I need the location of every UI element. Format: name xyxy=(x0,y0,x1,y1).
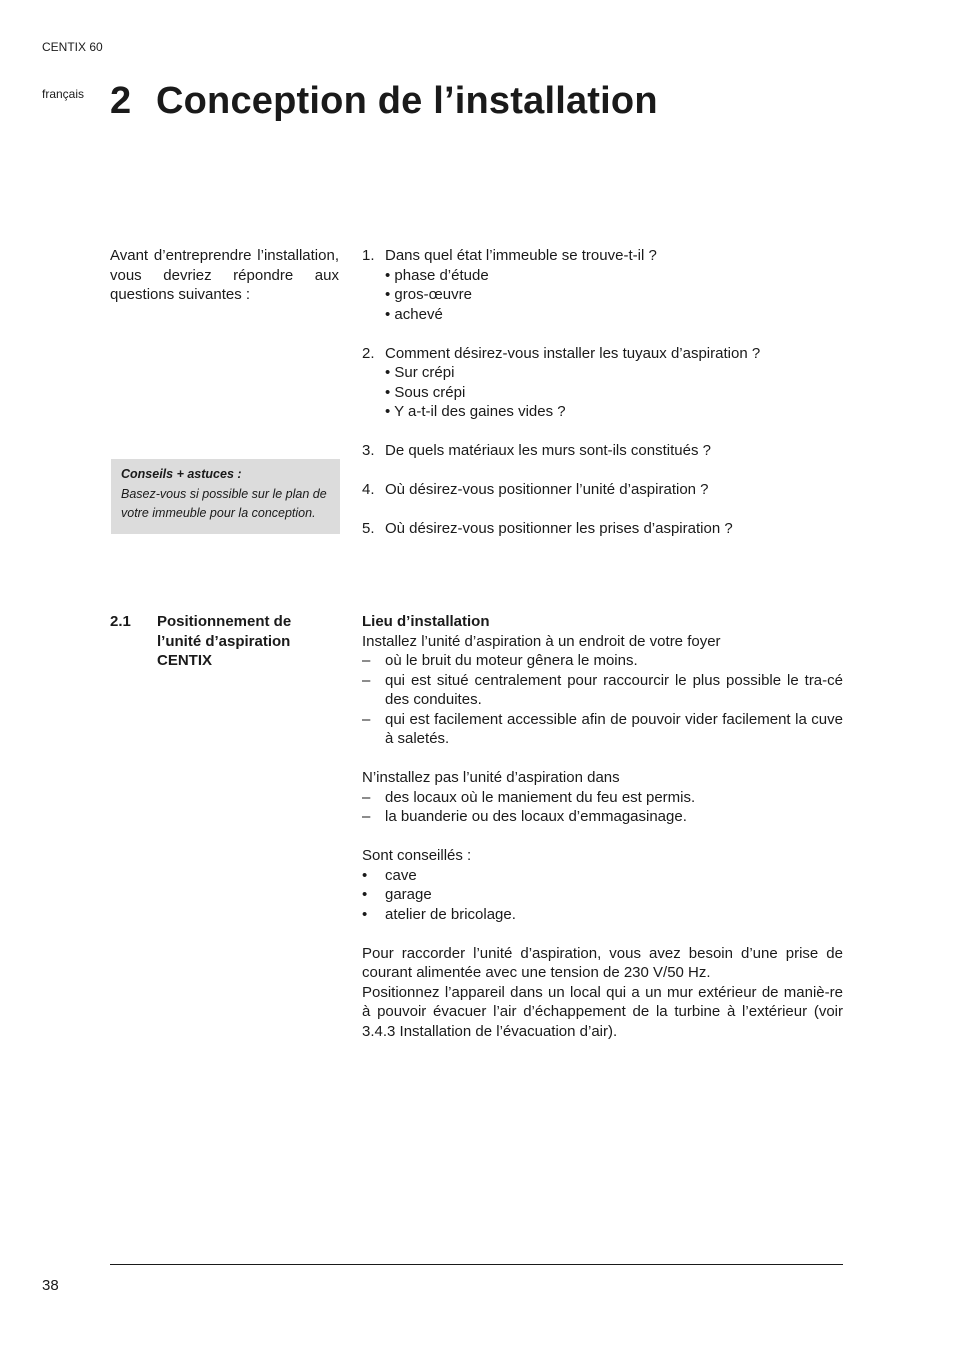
footer-divider xyxy=(110,1264,843,1265)
question-item xyxy=(362,441,852,461)
question-item xyxy=(362,246,852,324)
question-number: 3. xyxy=(362,442,375,459)
section-title-line: l’unité d’aspiration xyxy=(157,632,291,650)
recommended-list-item xyxy=(362,885,843,905)
question-text: Comment désirez-vous installer les tuyaux d’aspiration ? xyxy=(385,344,761,362)
question-option: • achevé xyxy=(385,305,443,323)
dash-marker: – xyxy=(362,671,371,689)
recommended-item-text: cave xyxy=(385,866,417,884)
question-number: 5. xyxy=(362,520,375,537)
question-option: • Sur crépi xyxy=(385,364,455,381)
question-text: De quels matériaux les murs sont-ils constitués ? xyxy=(385,442,711,459)
chapter-title-text: Conception de l’installation xyxy=(156,80,658,122)
bullet-marker: • xyxy=(362,866,368,884)
position-paragraph: Positionnez l’appareil dans un local qui a un mur extérieur de maniè-re à pouvoir évacuer l’air d’échappement de la turbine à l’extérieur (voir 3.4.3 Installation de l’évacuation d’air). xyxy=(362,983,843,1040)
chapter-number: 2 xyxy=(110,80,132,122)
recommended-intro: Sont conseillés : xyxy=(362,847,472,864)
install-list-item xyxy=(362,671,843,710)
avoid-intro: N’installez pas l’unité d’aspiration dans xyxy=(362,769,620,786)
install-item-text: qui est facilement accessible afin de pouvoir vider facilement la cuve à saletés. xyxy=(385,710,843,747)
intro-text: Avant d’entreprendre l’installation, vous devriez répondre aux questions suivantes : xyxy=(110,247,339,303)
recommended-item-text: atelier de bricolage. xyxy=(385,905,516,923)
tips-text: Basez-vous si possible sur le plan de votre immeuble pour la conception. xyxy=(121,486,327,520)
tips-title: Conseils + astuces : xyxy=(121,467,242,481)
question-number: 2. xyxy=(362,344,375,362)
question-item xyxy=(362,519,852,539)
question-text: Où désirez-vous positionner l’unité d’aspiration ? xyxy=(385,481,709,498)
question-option: • gros-œuvre xyxy=(385,286,472,303)
recommended-list-item xyxy=(362,866,843,886)
avoid-item-text: la buanderie ou des locaux d’emmagasinage. xyxy=(385,808,687,825)
section-title-line: CENTIX xyxy=(157,652,213,669)
power-paragraph: Pour raccorder l’unité d’aspiration, vous avez besoin d’une prise de courant alimentée avec une tension de 230 V/50 Hz. xyxy=(362,944,843,981)
install-list-item xyxy=(362,651,843,671)
bullet-marker: • xyxy=(362,905,368,923)
question-list xyxy=(362,246,852,539)
install-item-text: où le bruit du moteur gênera le moins. xyxy=(385,652,638,669)
install-item-text: qui est situé centralement pour raccourcir le plus possible le tra-cé des conduites. xyxy=(385,671,843,708)
section-body xyxy=(362,612,843,1041)
recommended-item-text: garage xyxy=(385,886,432,903)
question-option: • phase d’étude xyxy=(385,266,489,284)
language-label: français xyxy=(42,87,85,101)
subsection-heading: Lieu d’installation xyxy=(362,613,490,630)
question-text: Dans quel état l’immeuble se trouve-t-il ? xyxy=(385,247,657,264)
section-title-line: Positionnement de xyxy=(157,613,292,630)
question-option: • Y a-t-il des gaines vides ? xyxy=(385,403,566,420)
dash-marker: – xyxy=(362,652,371,669)
chapter-title xyxy=(110,80,658,123)
question-item xyxy=(362,480,852,500)
install-list-item xyxy=(362,710,843,749)
question-item xyxy=(362,344,852,422)
avoid-list-item xyxy=(362,807,843,827)
question-text: Où désirez-vous positionner les prises d’aspiration ? xyxy=(385,520,733,537)
header-product-name: CENTIX 60 xyxy=(42,40,103,54)
avoid-list-item xyxy=(362,788,843,808)
section-title xyxy=(157,612,337,671)
avoid-item-text: des locaux où le maniement du feu est permis. xyxy=(385,788,696,806)
page-number: 38 xyxy=(42,1277,59,1294)
dash-marker: – xyxy=(362,710,371,728)
recommended-list-item xyxy=(362,905,843,925)
tips-box xyxy=(111,459,340,534)
question-number: 1. xyxy=(362,247,375,264)
dash-marker: – xyxy=(362,788,371,806)
bullet-marker: • xyxy=(362,886,368,903)
install-intro: Installez l’unité d’aspiration à un endroit de votre foyer xyxy=(362,632,721,650)
question-number: 4. xyxy=(362,481,375,498)
section-number: 2.1 xyxy=(110,613,131,630)
dash-marker: – xyxy=(362,808,371,825)
question-option: • Sous crépi xyxy=(385,383,466,401)
